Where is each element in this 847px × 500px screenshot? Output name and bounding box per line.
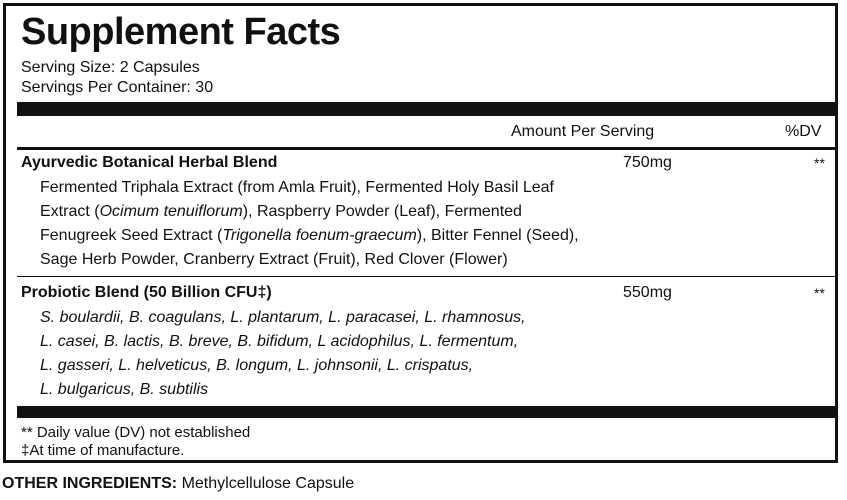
blend-name-ayurvedic: Ayurvedic Botanical Herbal Blend xyxy=(21,154,278,171)
supplement-facts-panel xyxy=(3,3,838,463)
blend-dv-ayurvedic: ** xyxy=(814,155,825,171)
ingredient-line: Sage Herb Powder, Cranberry Extract (Fruit), Red Clover (Flower) xyxy=(40,251,508,268)
blend-dv-probiotic: ** xyxy=(814,285,825,301)
footnote-dv: ** Daily value (DV) not established xyxy=(21,424,251,441)
strain-line: L. gasseri, L. helveticus, B. longum, L. johnsonii, L. crispatus, xyxy=(40,357,474,374)
ingredient-line: Fenugreek Seed Extract (Trigonella foenum-graecum), Bitter Fennel (Seed), xyxy=(40,227,579,244)
dv-header: %DV xyxy=(785,123,822,140)
divider-thick xyxy=(17,406,835,418)
blend-amount-ayurvedic: 750mg xyxy=(623,154,672,171)
strain-line: L. casei, B. lactis, B. breve, B. bifidum, L acidophilus, L. fermentum, xyxy=(40,333,519,350)
divider-thin xyxy=(17,276,835,277)
servings-per-container: Servings Per Container: 30 xyxy=(21,79,214,96)
other-ingredients-label: OTHER INGREDIENTS: xyxy=(2,475,178,492)
serving-size: Serving Size: 2 Capsules xyxy=(21,59,200,76)
other-ingredients xyxy=(2,474,354,494)
panel-title: Supplement Facts xyxy=(21,11,341,53)
ingredient-line: Extract (Ocimum tenuiflorum), Raspberry Powder (Leaf), Fermented xyxy=(40,203,522,220)
blend-name-probiotic: Probiotic Blend (50 Billion CFU‡) xyxy=(21,284,272,301)
divider-thick xyxy=(17,102,835,116)
ingredient-line: Fermented Triphala Extract (from Amla Fruit), Fermented Holy Basil Leaf xyxy=(40,179,554,196)
footnote-manufacture: ‡At time of manufacture. xyxy=(21,442,185,459)
blend-amount-probiotic: 550mg xyxy=(623,284,672,301)
strain-line: S. boulardii, B. coagulans, L. plantarum, L. paracasei, L. rhamnosus, xyxy=(40,309,526,326)
strain-line: L. bulgaricus, B. subtilis xyxy=(40,381,209,398)
amount-per-serving-header: Amount Per Serving xyxy=(511,123,655,140)
other-ingredients-value: Methylcellulose Capsule xyxy=(177,475,355,492)
divider-medium xyxy=(17,147,835,150)
